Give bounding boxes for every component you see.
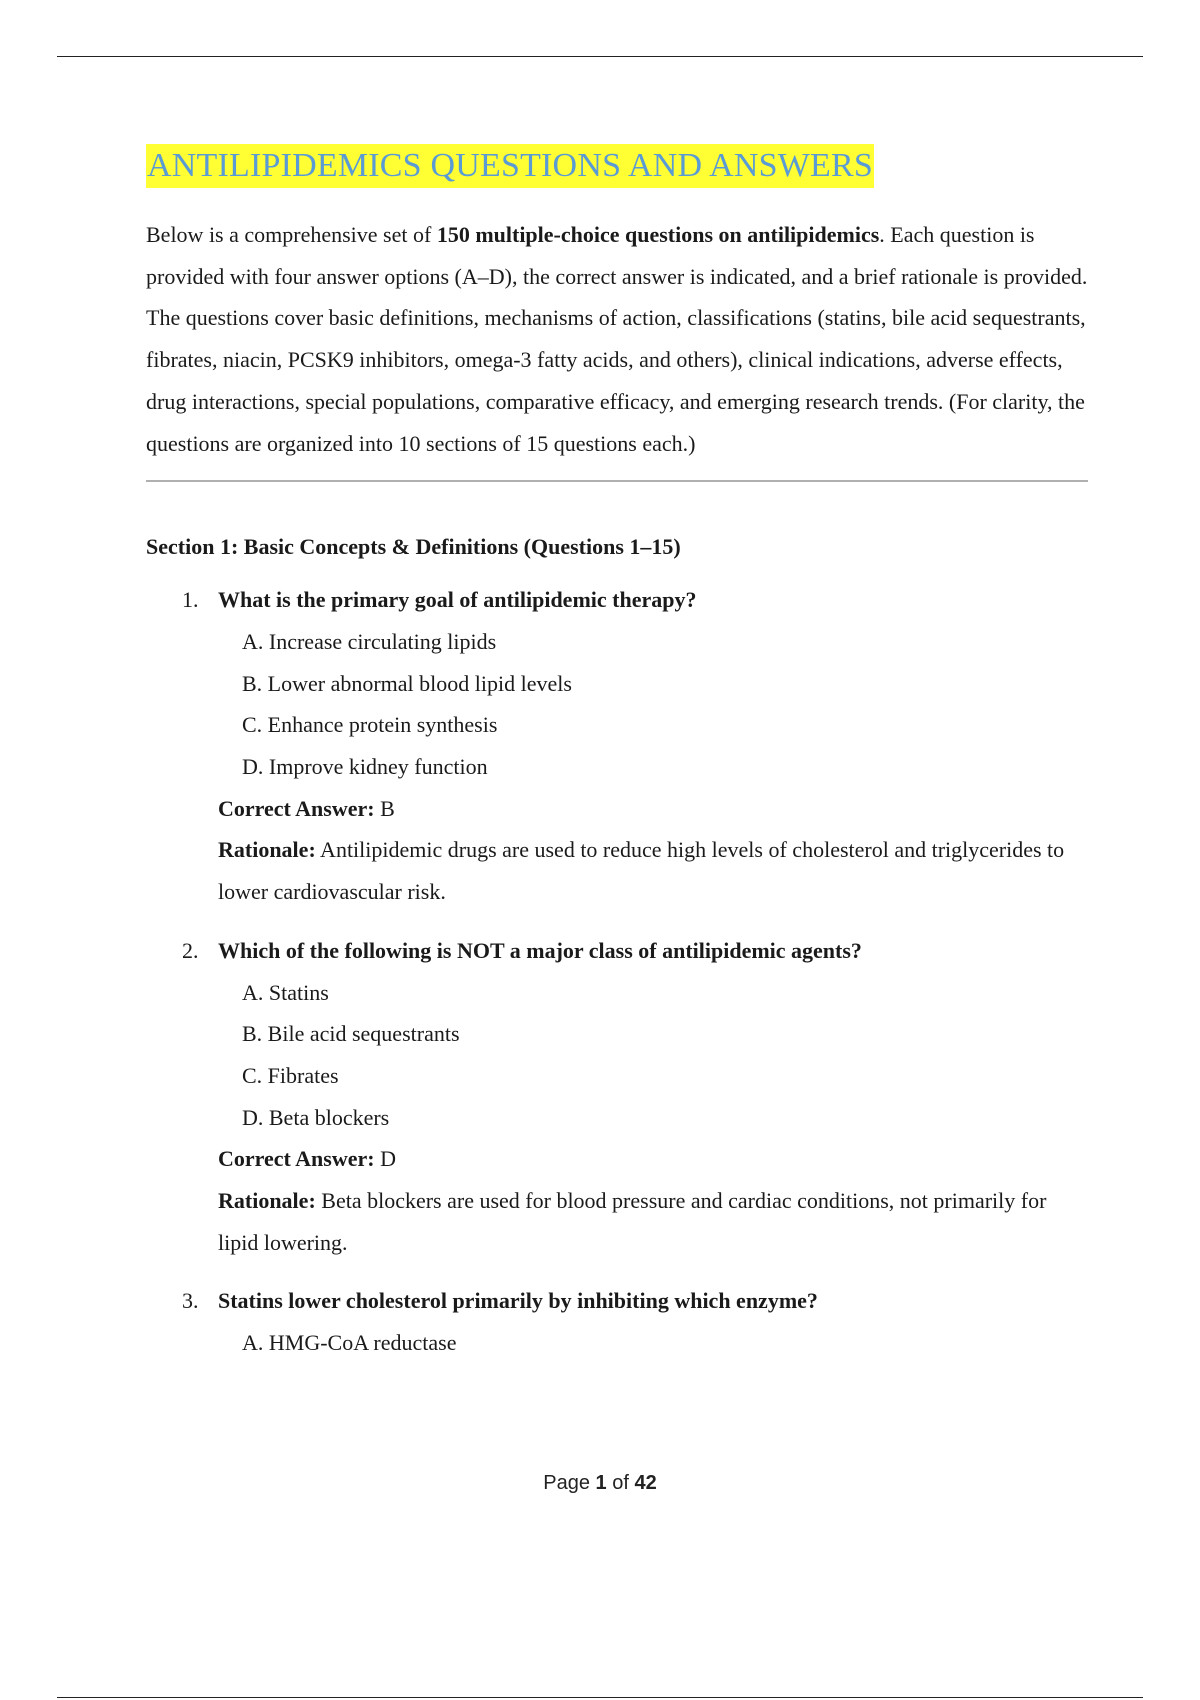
question-number: 3. bbox=[182, 1288, 199, 1314]
correct-answer-value: D bbox=[374, 1146, 396, 1172]
intro-bold-text: 150 multiple-choice questions on antilipidemics bbox=[436, 222, 880, 247]
question-number: 2. bbox=[182, 937, 199, 963]
option-c: C. Enhance protein synthesis bbox=[242, 712, 498, 738]
option-c: C. Fibrates bbox=[242, 1062, 339, 1088]
rationale bbox=[218, 1180, 1088, 1263]
intro-text-end: . Each question is provided with four answer options (A–D), the correct answer is indicated, and a brief rationale is provided. The questions cover basic definitions, mechanisms of action, classifications (statins, bile acid sequestrants, fibrates, niacin, PCSK9 inhibitors, omega-3 fatty acids, and others), clinical indications, adverse effects, drug interactions, special populations, comparative efficacy, and emerging research trends. (For clarity, the questions are organized into 10 sections of 15 questions each.) bbox=[146, 222, 1088, 456]
option-b: B. Lower abnormal blood lipid levels bbox=[242, 670, 572, 696]
correct-answer-value: B bbox=[374, 795, 395, 821]
rationale-label: Rationale: bbox=[218, 1188, 316, 1214]
question-text: Which of the following is NOT a major class of antilipidemic agents? bbox=[218, 937, 862, 963]
page-content bbox=[146, 144, 1088, 1364]
section-title: Section 1: Basic Concepts & Definitions (Questions 1–15) bbox=[146, 534, 681, 560]
option-a: A. Increase circulating lipids bbox=[242, 628, 497, 654]
rationale-text: Beta blockers are used for blood pressure and cardiac conditions, not primarily for lipid lowering. bbox=[218, 1188, 1047, 1255]
rationale-text: Antilipidemic drugs are used to reduce high levels of cholesterol and triglycerides to lower cardiovascular risk. bbox=[218, 837, 1065, 905]
question-text: Statins lower cholesterol primarily by inhibiting which enzyme? bbox=[218, 1288, 818, 1314]
intro-text-start: Below is a comprehensive set of bbox=[146, 222, 437, 247]
intro-paragraph bbox=[146, 214, 1088, 464]
footer-page-total: 42 bbox=[634, 1472, 657, 1494]
rationale bbox=[218, 829, 1088, 912]
question-item bbox=[146, 579, 1088, 913]
question-text: What is the primary goal of antilipidemic therapy? bbox=[218, 587, 697, 613]
option-a: A. HMG-CoA reductase bbox=[242, 1330, 457, 1356]
page-footer bbox=[0, 1472, 1200, 1495]
correct-answer-label: Correct Answer: bbox=[218, 795, 375, 821]
footer-of-word: of bbox=[606, 1472, 635, 1494]
option-d: D. Improve kidney function bbox=[242, 754, 488, 780]
question-item bbox=[146, 930, 1088, 1264]
header-rule bbox=[57, 56, 1143, 57]
question-list bbox=[146, 579, 1088, 1364]
option-b: B. Bile acid sequestrants bbox=[242, 1021, 460, 1047]
correct-answer bbox=[218, 788, 1088, 830]
document-title: ANTILIPIDEMICS QUESTIONS AND ANSWERS bbox=[146, 144, 874, 188]
question-item bbox=[146, 1280, 1088, 1363]
option-d: D. Beta blockers bbox=[242, 1104, 390, 1130]
footer-rule bbox=[57, 1697, 1143, 1698]
option-a: A. Statins bbox=[242, 979, 329, 1005]
section-divider bbox=[146, 480, 1088, 482]
rationale-label: Rationale: bbox=[218, 837, 316, 863]
correct-answer bbox=[218, 1138, 1088, 1180]
footer-page-current: 1 bbox=[595, 1472, 607, 1494]
footer-page-word: Page bbox=[543, 1472, 596, 1494]
correct-answer-label: Correct Answer: bbox=[218, 1146, 375, 1172]
question-number: 1. bbox=[182, 587, 199, 613]
